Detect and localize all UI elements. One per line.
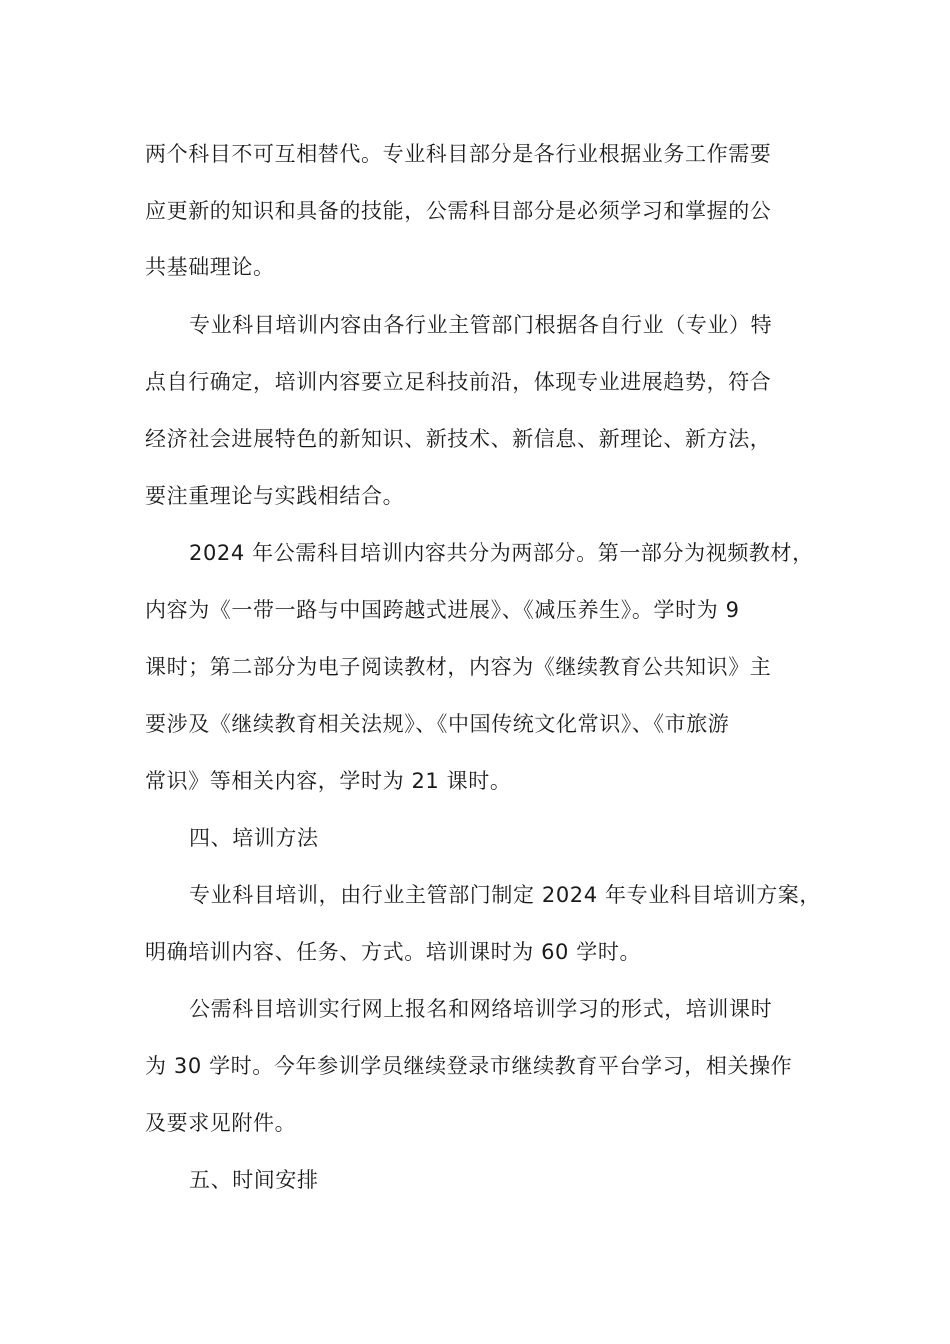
text-line: 公需科目培训实行网上报名和网络培训学习的形式，培训课时 <box>189 997 773 1021</box>
text-line: 2024 年公需科目培训内容共分为两部分。第一部分为视频教材， <box>189 541 814 565</box>
text-line: 应更新的知识和具备的技能，公需科目部分是必须学习和掌握的公 <box>145 199 772 223</box>
text-line: 两个科目不可互相替代。专业科目部分是各行业根据业务工作需要 <box>145 142 772 166</box>
text-line: 共基础理论。 <box>145 255 275 279</box>
section-heading: 五、时间安排 <box>189 1168 319 1192</box>
text-line: 专业科目培训，由行业主管部门制定 2024 年专业科目培训方案， <box>189 883 821 907</box>
text-line: 要注重理论与实践相结合。 <box>145 484 405 508</box>
section-heading: 四、培训方法 <box>189 826 319 850</box>
text-line: 要涉及《继续教育相关法规》、《中国传统文化常识》、《市旅游 <box>145 712 730 736</box>
text-line: 明确培训内容、任务、方式。培训课时为 60 学时。 <box>145 940 642 964</box>
text-line: 课时；第二部分为电子阅读教材，内容为《继续教育公共知识》主 <box>145 655 772 679</box>
text-line: 点自行确定，培训内容要立足科技前沿，体现专业进展趋势，符合 <box>145 370 772 394</box>
text-line: 专业科目培训内容由各行业主管部门根据各自行业（专业）特 <box>189 313 773 337</box>
text-line: 为 30 学时。今年参训学员继续登录市继续教育平台学习，相关操作 <box>145 1054 793 1078</box>
text-line: 常识》等相关内容，学时为 21 课时。 <box>145 769 512 793</box>
text-line: 内容为《一带一路与中国跨越式进展》、《减压养生》。学时为 9 <box>145 598 740 622</box>
text-line: 及要求见附件。 <box>145 1111 297 1135</box>
text-line: 经济社会进展特色的新知识、新技术、新信息、新理论、新方法， <box>145 427 772 451</box>
